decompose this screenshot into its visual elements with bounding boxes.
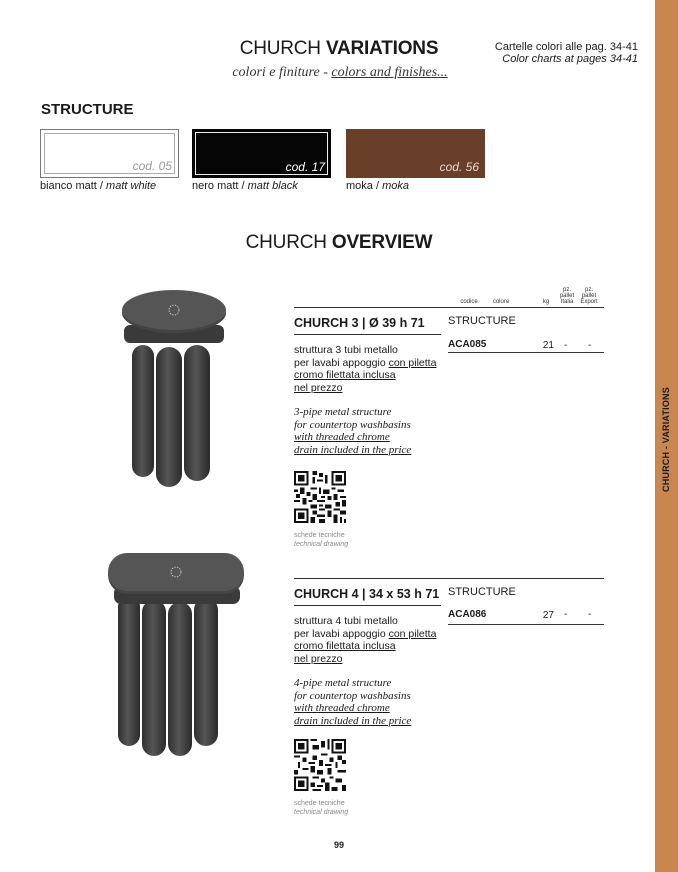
qr-label: schede tecniche technical drawing — [294, 532, 349, 548]
swatch-label-moka: moka / moka — [346, 180, 409, 192]
product-pallet-export: - — [588, 340, 592, 351]
swatch-moka — [346, 129, 485, 178]
title-bold: VARIATIONS — [325, 38, 439, 59]
product-weight: 21 — [542, 340, 554, 351]
product-pallet-italia: - — [564, 340, 568, 351]
product-rule — [294, 605, 441, 606]
product-section: STRUCTURE — [448, 586, 516, 598]
product-rule — [294, 334, 441, 335]
column-color: colore — [492, 299, 510, 305]
column-pallet-export: pz. pallet Export — [580, 287, 598, 305]
swatch-label-black: nero matt / matt black — [192, 180, 298, 192]
qr-code-icon[interactable] — [294, 739, 346, 791]
structure-heading: STRUCTURE — [41, 101, 134, 118]
swatch-label-white: bianco matt / matt white — [40, 180, 157, 192]
title-light: CHURCH — [239, 38, 321, 59]
product-name: CHURCH 4 | 34 x 53 h 71 — [294, 587, 440, 601]
product-code: ACA085 — [448, 339, 487, 350]
swatch-white — [40, 129, 179, 178]
product-pallet-export: - — [588, 609, 592, 620]
subtitle-it: colori e finiture - — [232, 65, 328, 80]
product-name: CHURCH 3 | Ø 39 h 71 — [294, 316, 425, 330]
qr-code-icon[interactable] — [294, 471, 346, 523]
column-kg: kg — [542, 299, 550, 305]
table-row-rule — [448, 624, 604, 625]
swatch-code: cod. 05 — [132, 159, 172, 173]
product-section: STRUCTURE — [448, 315, 516, 327]
side-tab-label: CHURCH - VARIATIONS — [661, 387, 671, 493]
subtitle-en: colors and finishes... — [331, 65, 448, 80]
product-description: struttura 3 tubi metallo per lavabi appoggio con piletta cromo filettata inclusa nel prezzo 3-pipe metal structure for countertop washbasins with threaded chrome drain included in the price — [294, 344, 437, 456]
column-code: codice — [460, 299, 478, 305]
product-pallet-italia: - — [564, 609, 568, 620]
table-row-rule — [448, 352, 604, 353]
title-bold: OVERVIEW — [331, 232, 433, 253]
page-subtitle — [190, 65, 490, 81]
product-code: ACA086 — [448, 609, 487, 620]
church-3-product-image — [110, 285, 244, 525]
title-light: CHURCH — [245, 232, 327, 253]
swatch-black — [192, 129, 331, 178]
church-4-product-image — [106, 546, 250, 762]
swatch-code: cod. 17 — [285, 160, 325, 174]
swatch-code: cod. 56 — [439, 160, 479, 174]
qr-label: schede tecniche technical drawing — [294, 800, 349, 816]
table-header-rule — [294, 307, 604, 308]
color-charts-reference — [480, 41, 638, 65]
page-number: 99 — [333, 840, 344, 850]
product-description: struttura 4 tubi metallo per lavabi appoggio con piletta cromo filettata inclusa nel prezzo 4-pipe metal structure for countertop washbasins with threaded chrome drain included in the price — [294, 615, 437, 727]
column-pallet-italia: pz. pallet Italia — [559, 287, 575, 305]
overview-title — [200, 232, 478, 254]
product-rule — [294, 578, 604, 579]
product-weight: 27 — [542, 610, 554, 621]
charts-ref-en: Color charts at pages 34-41 — [502, 53, 638, 65]
page-title — [200, 38, 478, 60]
charts-ref-it: Cartelle colori alle pag. 34-41 — [494, 41, 638, 53]
